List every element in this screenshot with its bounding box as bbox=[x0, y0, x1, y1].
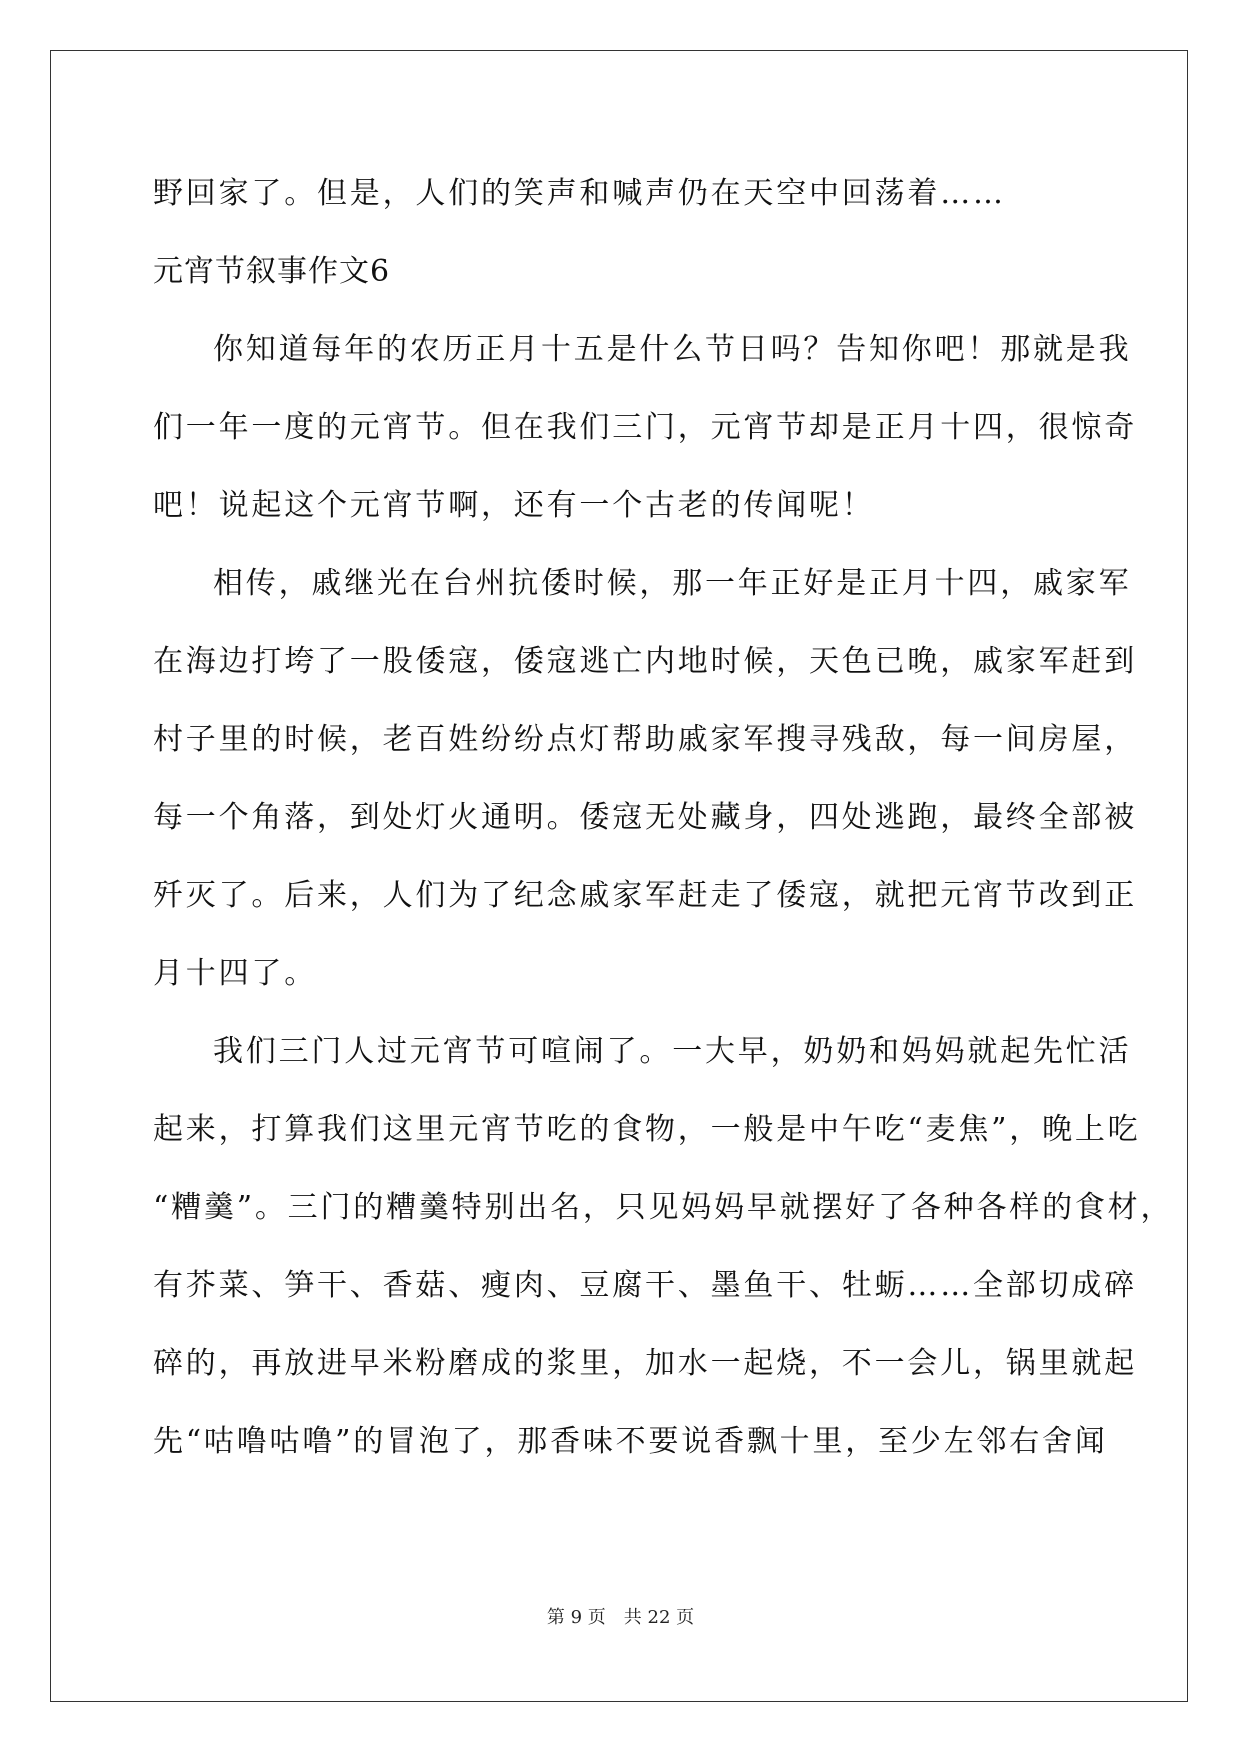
text-line: 在海边打垮了一股倭寇，倭寇逃亡内地时候，天色已晚，戚家军赶到 bbox=[153, 644, 1137, 679]
text-line: 你知道每年的农历正月十五是什么节日吗？告知你吧！那就是我 bbox=[213, 332, 1132, 367]
text-line: 碎的，再放进早米粉磨成的浆里，加水一起烧，不一会儿，锅里就起 bbox=[153, 1346, 1137, 1381]
section-title: 元宵节叙事作文6 bbox=[153, 254, 391, 289]
text-line: 月十四了。 bbox=[153, 956, 317, 991]
text-line: 吧！说起这个元宵节啊，还有一个古老的传闻呢！ bbox=[153, 488, 875, 523]
text-line: “糟羹”。三门的糟羹特别出名，只见妈妈早就摆好了各种各样的食材， bbox=[153, 1190, 1174, 1225]
text-line: 相传，戚继光在台州抗倭时候，那一年正好是正月十四，戚家军 bbox=[213, 566, 1132, 601]
text-line: 起来，打算我们这里元宵节吃的食物，一般是中午吃“麦焦”，晚上吃 bbox=[153, 1112, 1141, 1147]
page-number-footer: 第 9 页 共 22 页 bbox=[546, 1607, 695, 1628]
text-line: 们一年一度的元宵节。但在我们三门，元宵节却是正月十四，很惊奇 bbox=[153, 410, 1137, 445]
text-line: 歼灭了。后来，人们为了纪念戚家军赶走了倭寇，就把元宵节改到正 bbox=[153, 878, 1137, 913]
text-line: 先“咕噜咕噜”的冒泡了，那香味不要说香飘十里，至少左邻右舍闻 bbox=[153, 1424, 1108, 1459]
text-line: 野回家了。但是，人们的笑声和喊声仍在天空中回荡着…… bbox=[153, 176, 1006, 211]
text-line: 有芥菜、笋干、香菇、瘦肉、豆腐干、墨鱼干、牡蛎……全部切成碎 bbox=[153, 1268, 1137, 1303]
text-line: 村子里的时候，老百姓纷纷点灯帮助戚家军搜寻残敌，每一间房屋， bbox=[153, 722, 1137, 757]
text-line: 我们三门人过元宵节可喧闹了。一大早，奶奶和妈妈就起先忙活 bbox=[213, 1034, 1132, 1069]
text-line: 每一个角落，到处灯火通明。倭寇无处藏身，四处逃跑，最终全部被 bbox=[153, 800, 1137, 835]
document-body bbox=[153, 162, 1174, 1488]
